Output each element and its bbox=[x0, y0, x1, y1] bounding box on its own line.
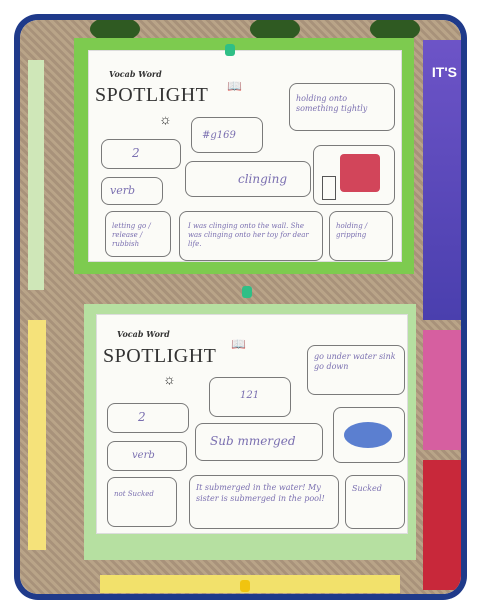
bulb-icon: ☼ bbox=[159, 111, 172, 127]
syllables-value: 2 bbox=[138, 410, 146, 424]
number-value: 121 bbox=[240, 390, 260, 401]
number-box bbox=[191, 117, 263, 153]
antonyms-value: letting go / release / rubbish bbox=[112, 222, 151, 248]
push-pin bbox=[225, 44, 235, 56]
push-pin bbox=[240, 580, 250, 592]
side-poster bbox=[423, 40, 461, 320]
photo bbox=[20, 20, 461, 594]
sentence-box bbox=[189, 475, 339, 529]
word-box bbox=[195, 423, 323, 461]
part-of-speech-value: verb bbox=[110, 184, 136, 197]
synonyms-box bbox=[329, 211, 393, 261]
sweater-drawing bbox=[340, 154, 380, 192]
water-drawing bbox=[344, 422, 392, 448]
syllables-box bbox=[101, 139, 181, 169]
syllables-value: 2 bbox=[132, 146, 140, 160]
illustration-box bbox=[333, 407, 405, 463]
word-value: Sub mmerged bbox=[210, 434, 296, 448]
antonyms-box bbox=[105, 211, 171, 257]
definition-value: holding onto something tightly bbox=[296, 94, 368, 113]
definition-value: go under water sink go down bbox=[314, 352, 396, 371]
vocab-sheet-2 bbox=[96, 314, 408, 534]
synonyms-box bbox=[345, 475, 405, 529]
left-side-card bbox=[28, 60, 44, 290]
antonyms-value: not Sucked bbox=[114, 490, 154, 498]
word-box bbox=[185, 161, 311, 197]
poster-text: IT'S bbox=[431, 64, 457, 80]
spotlight-title: SPOTLIGHT bbox=[95, 84, 209, 106]
side-poster-red bbox=[423, 460, 461, 590]
synonyms-value: holding / gripping bbox=[336, 222, 368, 239]
vocab-sheet-1 bbox=[88, 50, 402, 262]
sentence-box bbox=[179, 211, 323, 261]
left-side-card bbox=[28, 320, 46, 550]
antonyms-box bbox=[107, 477, 177, 527]
illustration-box bbox=[313, 145, 395, 205]
side-poster-pink bbox=[423, 330, 461, 450]
book-icon: 📖 bbox=[227, 79, 242, 93]
part-of-speech-box bbox=[101, 177, 163, 205]
definition-box bbox=[289, 83, 395, 131]
spotlight-title: SPOTLIGHT bbox=[103, 345, 217, 367]
push-pin bbox=[242, 286, 252, 298]
synonyms-value: Sucked bbox=[352, 484, 382, 493]
definition-box bbox=[307, 345, 405, 395]
word-value: clinging bbox=[238, 172, 288, 186]
vocab-word-label: Vocab Word bbox=[109, 69, 162, 79]
sentence-value: I was clinging onto the wall. She was clinging onto her toy for dear life. bbox=[188, 222, 309, 248]
number-box bbox=[209, 377, 291, 417]
door-drawing bbox=[322, 176, 336, 200]
part-of-speech-value: verb bbox=[132, 450, 155, 461]
number-value: #g169 bbox=[202, 130, 236, 141]
part-of-speech-box bbox=[107, 441, 187, 471]
sentence-value: It submerged in the water! My sister is submerged in the pool! bbox=[196, 483, 325, 503]
bulb-icon: ☼ bbox=[163, 371, 176, 387]
vocab-word-label: Vocab Word bbox=[117, 329, 170, 339]
syllables-box bbox=[107, 403, 189, 433]
book-icon: 📖 bbox=[231, 337, 246, 351]
bottom-card-edge bbox=[100, 575, 400, 593]
